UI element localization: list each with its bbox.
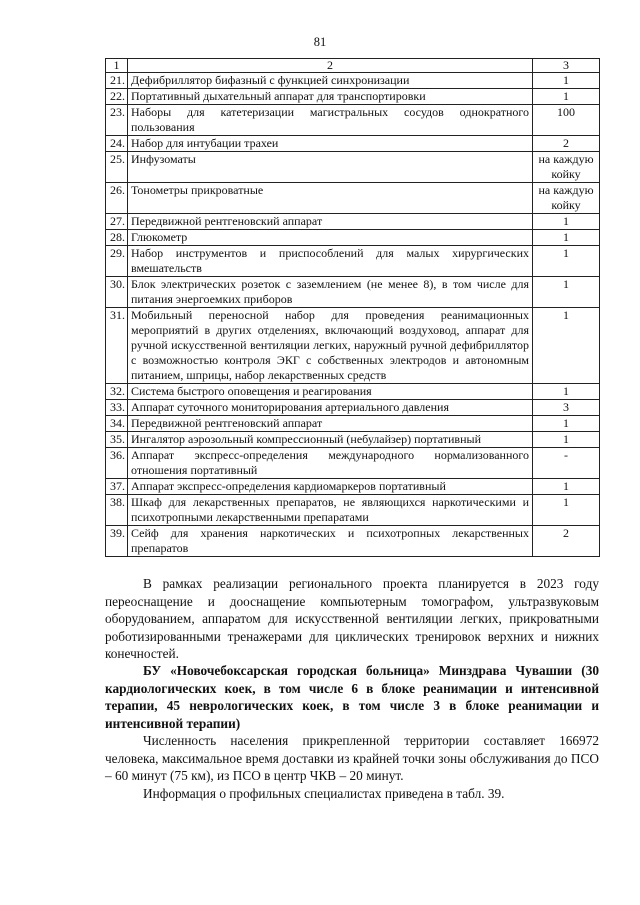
equipment-name: Наборы для катетеризации магистральных сосудов однократного пользования	[128, 105, 533, 136]
equipment-name: Аппарат экспресс-определения кардиомаркеров портативный	[128, 479, 533, 495]
row-number: 35.	[106, 432, 128, 448]
table-row	[106, 183, 600, 214]
row-number: 28.	[106, 230, 128, 246]
row-number: 26.	[106, 183, 128, 214]
row-number: 27.	[106, 214, 128, 230]
page-number: 81	[313, 35, 327, 49]
equipment-quantity: 1	[533, 230, 600, 246]
row-number: 37.	[106, 479, 128, 495]
equipment-quantity: 1	[533, 277, 600, 308]
table-row	[106, 136, 600, 152]
equipment-quantity: 2	[533, 526, 600, 557]
table-row	[106, 308, 600, 384]
population-paragraph: Численность населения прикрепленной территории составляет 166972 человека, максимальное время доставки из крайней точки зоны обслуживания до ПСО – 60 минут (75 км), из ПСО в центр ЧКВ – 20 минут.	[105, 733, 599, 783]
equipment-quantity: на каждую койку	[533, 152, 600, 183]
row-number: 30.	[106, 277, 128, 308]
equipment-name: Блок электрических розеток с заземлением (не менее 8), в том числе для питания энергоемких приборов	[128, 277, 533, 308]
header-col-2: 2	[128, 59, 533, 73]
equipment-quantity: 1	[533, 479, 600, 495]
table-row	[106, 73, 600, 89]
table-row	[106, 152, 600, 183]
equipment-name: Система быстрого оповещения и реагирования	[128, 384, 533, 400]
row-number: 29.	[106, 246, 128, 277]
table-row	[106, 400, 600, 416]
row-number: 31.	[106, 308, 128, 384]
equipment-quantity: 3	[533, 400, 600, 416]
equipment-name: Набор инструментов и приспособлений для малых хирургических вмешательств	[128, 246, 533, 277]
equipment-name: Дефибриллятор бифазный с функцией синхронизации	[128, 73, 533, 89]
row-number: 38.	[106, 495, 128, 526]
row-number: 23.	[106, 105, 128, 136]
equipment-table	[105, 58, 600, 557]
table-row	[106, 214, 600, 230]
row-number: 22.	[106, 89, 128, 105]
table-row	[106, 416, 600, 432]
equipment-quantity: 1	[533, 214, 600, 230]
header-col-1: 1	[106, 59, 128, 73]
section-heading: БУ «Новочебоксарская городская больница» Минздрава Чувашии (30 кардиологических коек, в том числе 6 в блоке реанимации и интенсивной терапии, 45 неврологических коек, в том числе 3 в блоке реанимации и интенсивной терапии)	[105, 663, 599, 731]
equipment-name: Глюкометр	[128, 230, 533, 246]
equipment-quantity: на каждую койку	[533, 183, 600, 214]
section-hospital	[105, 662, 599, 802]
equipment-name: Аппарат экспресс-определения международного нормализованного отношения портативный	[128, 448, 533, 479]
paragraph-text: В рамках реализации регионального проекта планируется в 2023 году переоснащение и дооснащение компьютерным томографом, ультразвуковым оборудованием, аппаратом для искусственной вентиляции легких, прикроватными роботизированными тренажерами для циклических тренировок верхних и нижних конечностей.	[105, 576, 599, 661]
equipment-name: Набор для интубации трахеи	[128, 136, 533, 152]
info-paragraph: Информация о профильных специалистах приведена в табл. 39.	[143, 785, 505, 801]
equipment-name: Передвижной рентгеновский аппарат	[128, 214, 533, 230]
equipment-quantity: -	[533, 448, 600, 479]
table-row	[106, 105, 600, 136]
table-row	[106, 526, 600, 557]
table-header-row	[106, 59, 600, 73]
equipment-quantity: 1	[533, 246, 600, 277]
row-number: 25.	[106, 152, 128, 183]
row-number: 32.	[106, 384, 128, 400]
equipment-quantity: 1	[533, 308, 600, 384]
row-number: 24.	[106, 136, 128, 152]
equipment-name: Инфузоматы	[128, 152, 533, 183]
equipment-quantity: 1	[533, 495, 600, 526]
row-number: 21.	[106, 73, 128, 89]
table-row	[106, 89, 600, 105]
table-row	[106, 384, 600, 400]
equipment-quantity: 1	[533, 416, 600, 432]
row-number: 36.	[106, 448, 128, 479]
equipment-quantity: 1	[533, 73, 600, 89]
equipment-quantity: 1	[533, 89, 600, 105]
table-row	[106, 448, 600, 479]
equipment-name: Аппарат суточного мониторирования артериального давления	[128, 400, 533, 416]
equipment-name: Ингалятор аэрозольный компрессионный (небулайзер) портативный	[128, 432, 533, 448]
table-row	[106, 495, 600, 526]
equipment-name: Сейф для хранения наркотических и психотропных лекарственных препаратов	[128, 526, 533, 557]
header-col-3: 3	[533, 59, 600, 73]
row-number: 33.	[106, 400, 128, 416]
table-row	[106, 432, 600, 448]
equipment-quantity: 100	[533, 105, 600, 136]
equipment-name: Шкаф для лекарственных препаратов, не являющихся наркотическими и психотропными лекарственными препаратами	[128, 495, 533, 526]
equipment-name: Передвижной рентгеновский аппарат	[128, 416, 533, 432]
table-row	[106, 277, 600, 308]
equipment-quantity: 1	[533, 432, 600, 448]
table-row	[106, 230, 600, 246]
equipment-quantity: 2	[533, 136, 600, 152]
equipment-name: Тонометры прикроватные	[128, 183, 533, 214]
table-row	[106, 479, 600, 495]
equipment-name: Мобильный переносной набор для проведения реанимационных мероприятий в других отделениях, включающий воздуховод, аппарат для ручной искусственной вентиляции легких, наружный ручной дефибриллятор с возможностью контроля ЭКГ с собственных электродов и автономным питанием, шприцы, набор лекарственных средств	[128, 308, 533, 384]
table-row	[106, 246, 600, 277]
equipment-name: Портативный дыхательный аппарат для транспортировки	[128, 89, 533, 105]
row-number: 34.	[106, 416, 128, 432]
equipment-quantity: 1	[533, 384, 600, 400]
paragraph-modernization	[105, 575, 599, 663]
row-number: 39.	[106, 526, 128, 557]
